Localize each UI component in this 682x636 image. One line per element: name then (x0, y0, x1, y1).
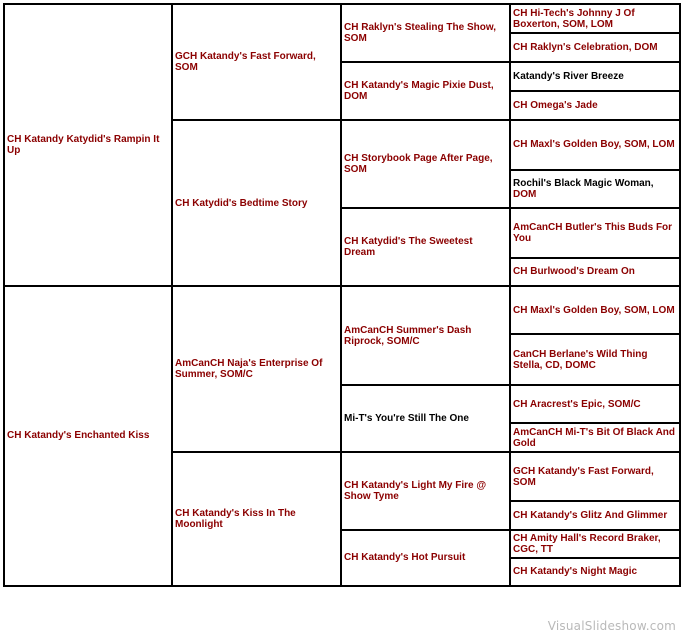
gen4-cell-6-name: Rochil's Black Magic Woman, (513, 177, 654, 189)
gen4-cell-6 (510, 170, 680, 208)
gen3-cell-7: CH Katandy's Light My Fire @ Show Tyme (341, 452, 510, 529)
gen2-dam-sire: AmCanCH Naja's Enterprise Of Summer, SOM/C (172, 286, 341, 453)
gen4-cell-4: CH Omega's Jade (510, 91, 680, 120)
gen4-cell-10: CanCH Berlane's Wild Thing Stella, CD, DOMC (510, 334, 680, 385)
gen4-cell-12: AmCanCH Mi-T's Bit Of Black And Gold (510, 423, 680, 452)
gen2-sire-dam: CH Katydid's Bedtime Story (172, 120, 341, 286)
gen3-cell-6: Mi-T's You're Still The One (341, 385, 510, 452)
gen4-cell-16: CH Katandy's Night Magic (510, 558, 680, 586)
gen4-cell-2: CH Raklyn's Celebration, DOM (510, 33, 680, 62)
gen4-cell-8: CH Burlwood's Dream On (510, 258, 680, 286)
gen4-cell-11: CH Aracrest's Epic, SOM/C (510, 385, 680, 423)
gen4-cell-5: CH Maxl's Golden Boy, SOM, LOM (510, 120, 680, 169)
gen1-sire: CH Katandy Katydid's Rampin It Up (4, 4, 172, 286)
gen3-cell-5: AmCanCH Summer's Dash Riprock, SOM/C (341, 286, 510, 385)
gen1-dam: CH Katandy's Enchanted Kiss (4, 286, 172, 586)
gen3-cell-4: CH Katydid's The Sweetest Dream (341, 208, 510, 286)
gen2-dam-dam: CH Katandy's Kiss In The Moonlight (172, 452, 341, 586)
gen4-cell-9: CH Maxl's Golden Boy, SOM, LOM (510, 286, 680, 334)
gen4-cell-15: CH Amity Hall's Record Braker, CGC, TT (510, 530, 680, 558)
gen2-sire-sire: GCH Katandy's Fast Forward, SOM (172, 4, 341, 120)
pedigree-table (3, 3, 681, 587)
watermark-text: VisualSlideshow.com (547, 619, 676, 633)
gen4-cell-7: AmCanCH Butler's This Buds For You (510, 208, 680, 258)
gen3-cell-3: CH Storybook Page After Page, SOM (341, 120, 510, 207)
gen3-cell-8: CH Katandy's Hot Pursuit (341, 530, 510, 586)
gen3-cell-2: CH Katandy's Magic Pixie Dust, DOM (341, 62, 510, 120)
gen4-cell-14: CH Katandy's Glitz And Glimmer (510, 501, 680, 530)
gen3-cell-1: CH Raklyn's Stealing The Show, SOM (341, 4, 510, 62)
gen4-cell-1: CH Hi-Tech's Johnny J Of Boxerton, SOM, LOM (510, 4, 680, 33)
gen4-cell-13: GCH Katandy's Fast Forward, SOM (510, 452, 680, 500)
gen4-cell-3: Katandy's River Breeze (510, 62, 680, 91)
gen4-cell-6-title: DOM (513, 188, 537, 200)
